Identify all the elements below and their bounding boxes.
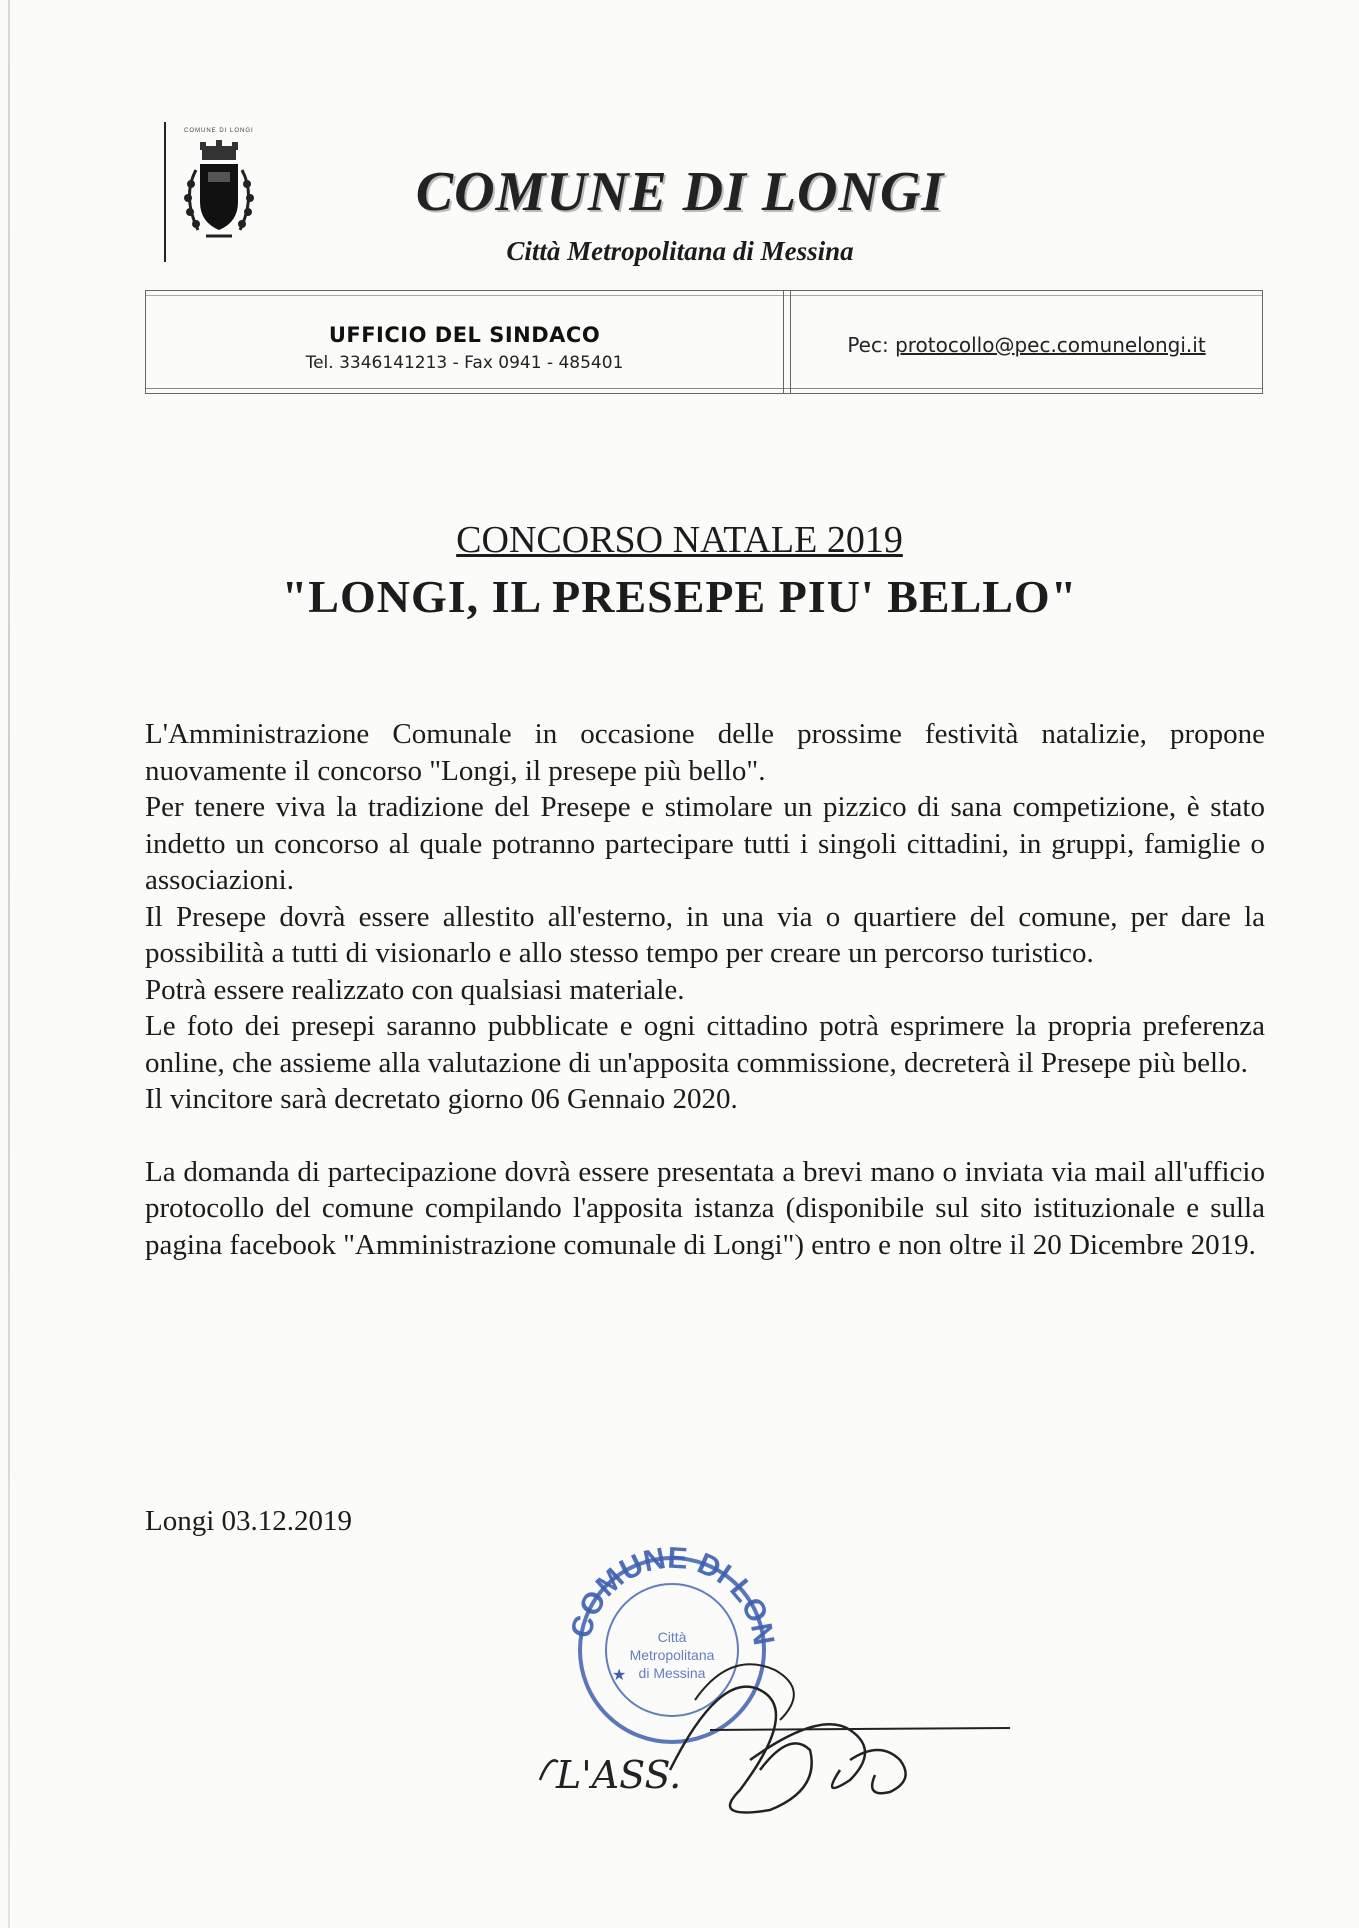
box-divider [783, 291, 791, 393]
svg-text:COMUNE DI LONGI: COMUNE DI LON [564, 1541, 781, 1648]
official-stamp-icon [520, 1530, 1040, 1830]
svg-text:★: ★ [612, 1667, 627, 1684]
paragraph-voting: Le foto dei presepi saranno pubblicate e ogni cittadino potrà esprimere la propria preferenza online, che assieme alla valutazione di un'apposita commissione, decreterà il Presepe più bello. [145, 1010, 1265, 1079]
paragraph-materials: Potrà essere realizzato con qualsiasi materiale. [145, 973, 685, 1006]
paragraph-application: La domanda di partecipazione dovrà essere presentata a brevi mano o inviata via mail all'ufficio protocollo del comune compilando l'apposita istanza (disponibile sul sito istituzionale e sulla pagina facebook "Amministrazione comunale di Longi") entro e non oltre il 20 Dicembre 2019. [145, 1155, 1265, 1261]
contest-subtitle: "LONGI, IL PRESEPE PIU' BELLO" [281, 571, 1078, 622]
contest-title: CONCORSO NATALE 2019 [456, 519, 903, 561]
paragraph-intro: L'Amministrazione Comunale in occasione delle prossime festività natalizie, propone nuovamente il concorso "Longi, il presepe più bello". [145, 718, 1265, 787]
svg-text:di Messina: di Messina [638, 1665, 706, 1681]
place-date: Longi 03.12.2019 [145, 1505, 353, 1537]
paragraph-location: Il Presepe dovrà essere allestito all'esterno, in una via o quartiere del comune, per dare la possibilità a tutti di visionarlo e allo stesso tempo per creare un percorso turistico. [145, 900, 1265, 969]
box-rule-bottom [146, 388, 1262, 389]
paragraph-winner: Il vincitore sarà decretato giorno 06 Gennaio 2020. [145, 1083, 738, 1115]
box-rule-top [146, 295, 1262, 296]
paragraph-gap [145, 1118, 1265, 1154]
office-phone-fax: Tel. 3346141213 - Fax 0941 - 485401 [305, 353, 624, 373]
pec-email-link[interactable]: protocollo@pec.comunelongi.it [895, 333, 1206, 357]
svg-text:Città: Città [657, 1629, 687, 1645]
municipality-subtitle: Città Metropolitana di Messina [506, 236, 854, 266]
stamp-and-signature [520, 1530, 1040, 1830]
crest-icon [176, 140, 262, 250]
scan-edge [8, 0, 10, 1928]
paragraph-tradition: Per tenere viva la tradizione del Presepe e stimolare un pizzico di sana competizione, è stato indetto un concorso al quale potranno partecipare tutti i singoli cittadini, in gruppi, famiglie o associazioni. [145, 791, 1265, 896]
office-contacts [146, 323, 783, 373]
announcement-body [145, 716, 1265, 1263]
municipality-name: COMUNE DI LONGI [415, 161, 945, 223]
svg-text:Metropolitana: Metropolitana [629, 1647, 715, 1663]
office-name: UFFICIO DEL SINDACO [328, 323, 601, 347]
municipal-crest [164, 122, 266, 262]
svg-text:L'ASS.: L'ASS. [556, 1753, 682, 1797]
crest-caption: COMUNE DI LONGI [184, 128, 254, 134]
pec-label: Pec: [847, 333, 889, 357]
office-info-box [145, 290, 1263, 394]
pec-contact [791, 333, 1262, 357]
